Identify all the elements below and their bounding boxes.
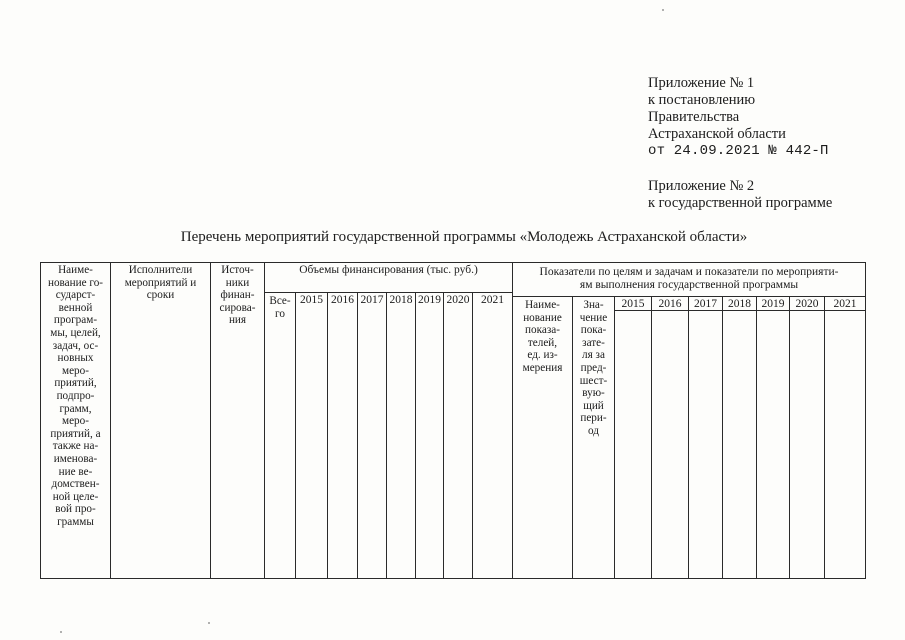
col-header-indicators: Показатели по целям и задачам и показатели по мероприяти- ям выполнения государственной программы — [539, 266, 839, 291]
header-line: к постановлению — [648, 92, 756, 108]
col-header-indicator-name: Наиме- нование показа- телей, ед. из- мерения — [522, 299, 563, 374]
decree-date-number: от 24.09.2021 № 442-П — [648, 143, 829, 159]
col-header-funding-year: 2018 — [389, 294, 413, 306]
col-header-indicator-year: 2020 — [795, 298, 819, 310]
col-header-indicator-year: 2019 — [761, 298, 785, 310]
col-header-funding: Объемы финансирования (тыс. руб.) — [299, 264, 478, 276]
col-header-indicator-year: 2015 — [621, 298, 645, 310]
header-line: к государственной программе — [648, 195, 833, 211]
appendix-header — [648, 75, 829, 160]
col-header-indicator-year: 2016 — [658, 298, 682, 310]
header-line: Приложение № 2 — [648, 178, 755, 194]
header-line: Приложение № 1 — [648, 75, 755, 91]
col-header-executors: Исполнители мероприятий и сроки — [124, 264, 197, 302]
header-line: Правительства — [648, 109, 740, 125]
scan-speck — [60, 631, 62, 633]
col-header-indicator-year: 2018 — [728, 298, 751, 310]
document-title: Перечень мероприятий государственной программы «Молодежь Астраханской области» — [180, 229, 748, 245]
col-header-funding-year: 2015 — [300, 294, 323, 306]
scan-speck — [208, 622, 210, 624]
col-header-funding-year: 2019 — [418, 294, 441, 306]
col-header-indicator-year: 2021 — [833, 298, 857, 310]
header-line: Астраханской области — [648, 126, 786, 142]
col-header-sources: Источ- ники финан- сирова- ния — [219, 264, 256, 327]
col-header-funding-year: 2020 — [446, 294, 470, 306]
col-header-indicator-prev: Зна- чение пока- зате- ля за пред- шест- вую- щий пери- од — [579, 299, 608, 437]
col-header-indicator-year: 2017 — [694, 298, 717, 310]
col-header-name: Наиме- нование го- сударст- венной програм- мы, целей, задач, ос- новных меро- приятий, подпро- грамм, меро- приятий, а также на- именова- ние ве- домствен- ной целе- вой про- граммы — [47, 264, 104, 528]
col-header-funding-year: 2016 — [331, 294, 354, 306]
appendix2-header — [648, 178, 832, 212]
scan-speck — [662, 9, 664, 11]
col-header-funding-year: 2021 — [481, 294, 504, 306]
col-header-funding-total: Все- го — [269, 295, 291, 320]
col-header-funding-year: 2017 — [360, 294, 384, 306]
